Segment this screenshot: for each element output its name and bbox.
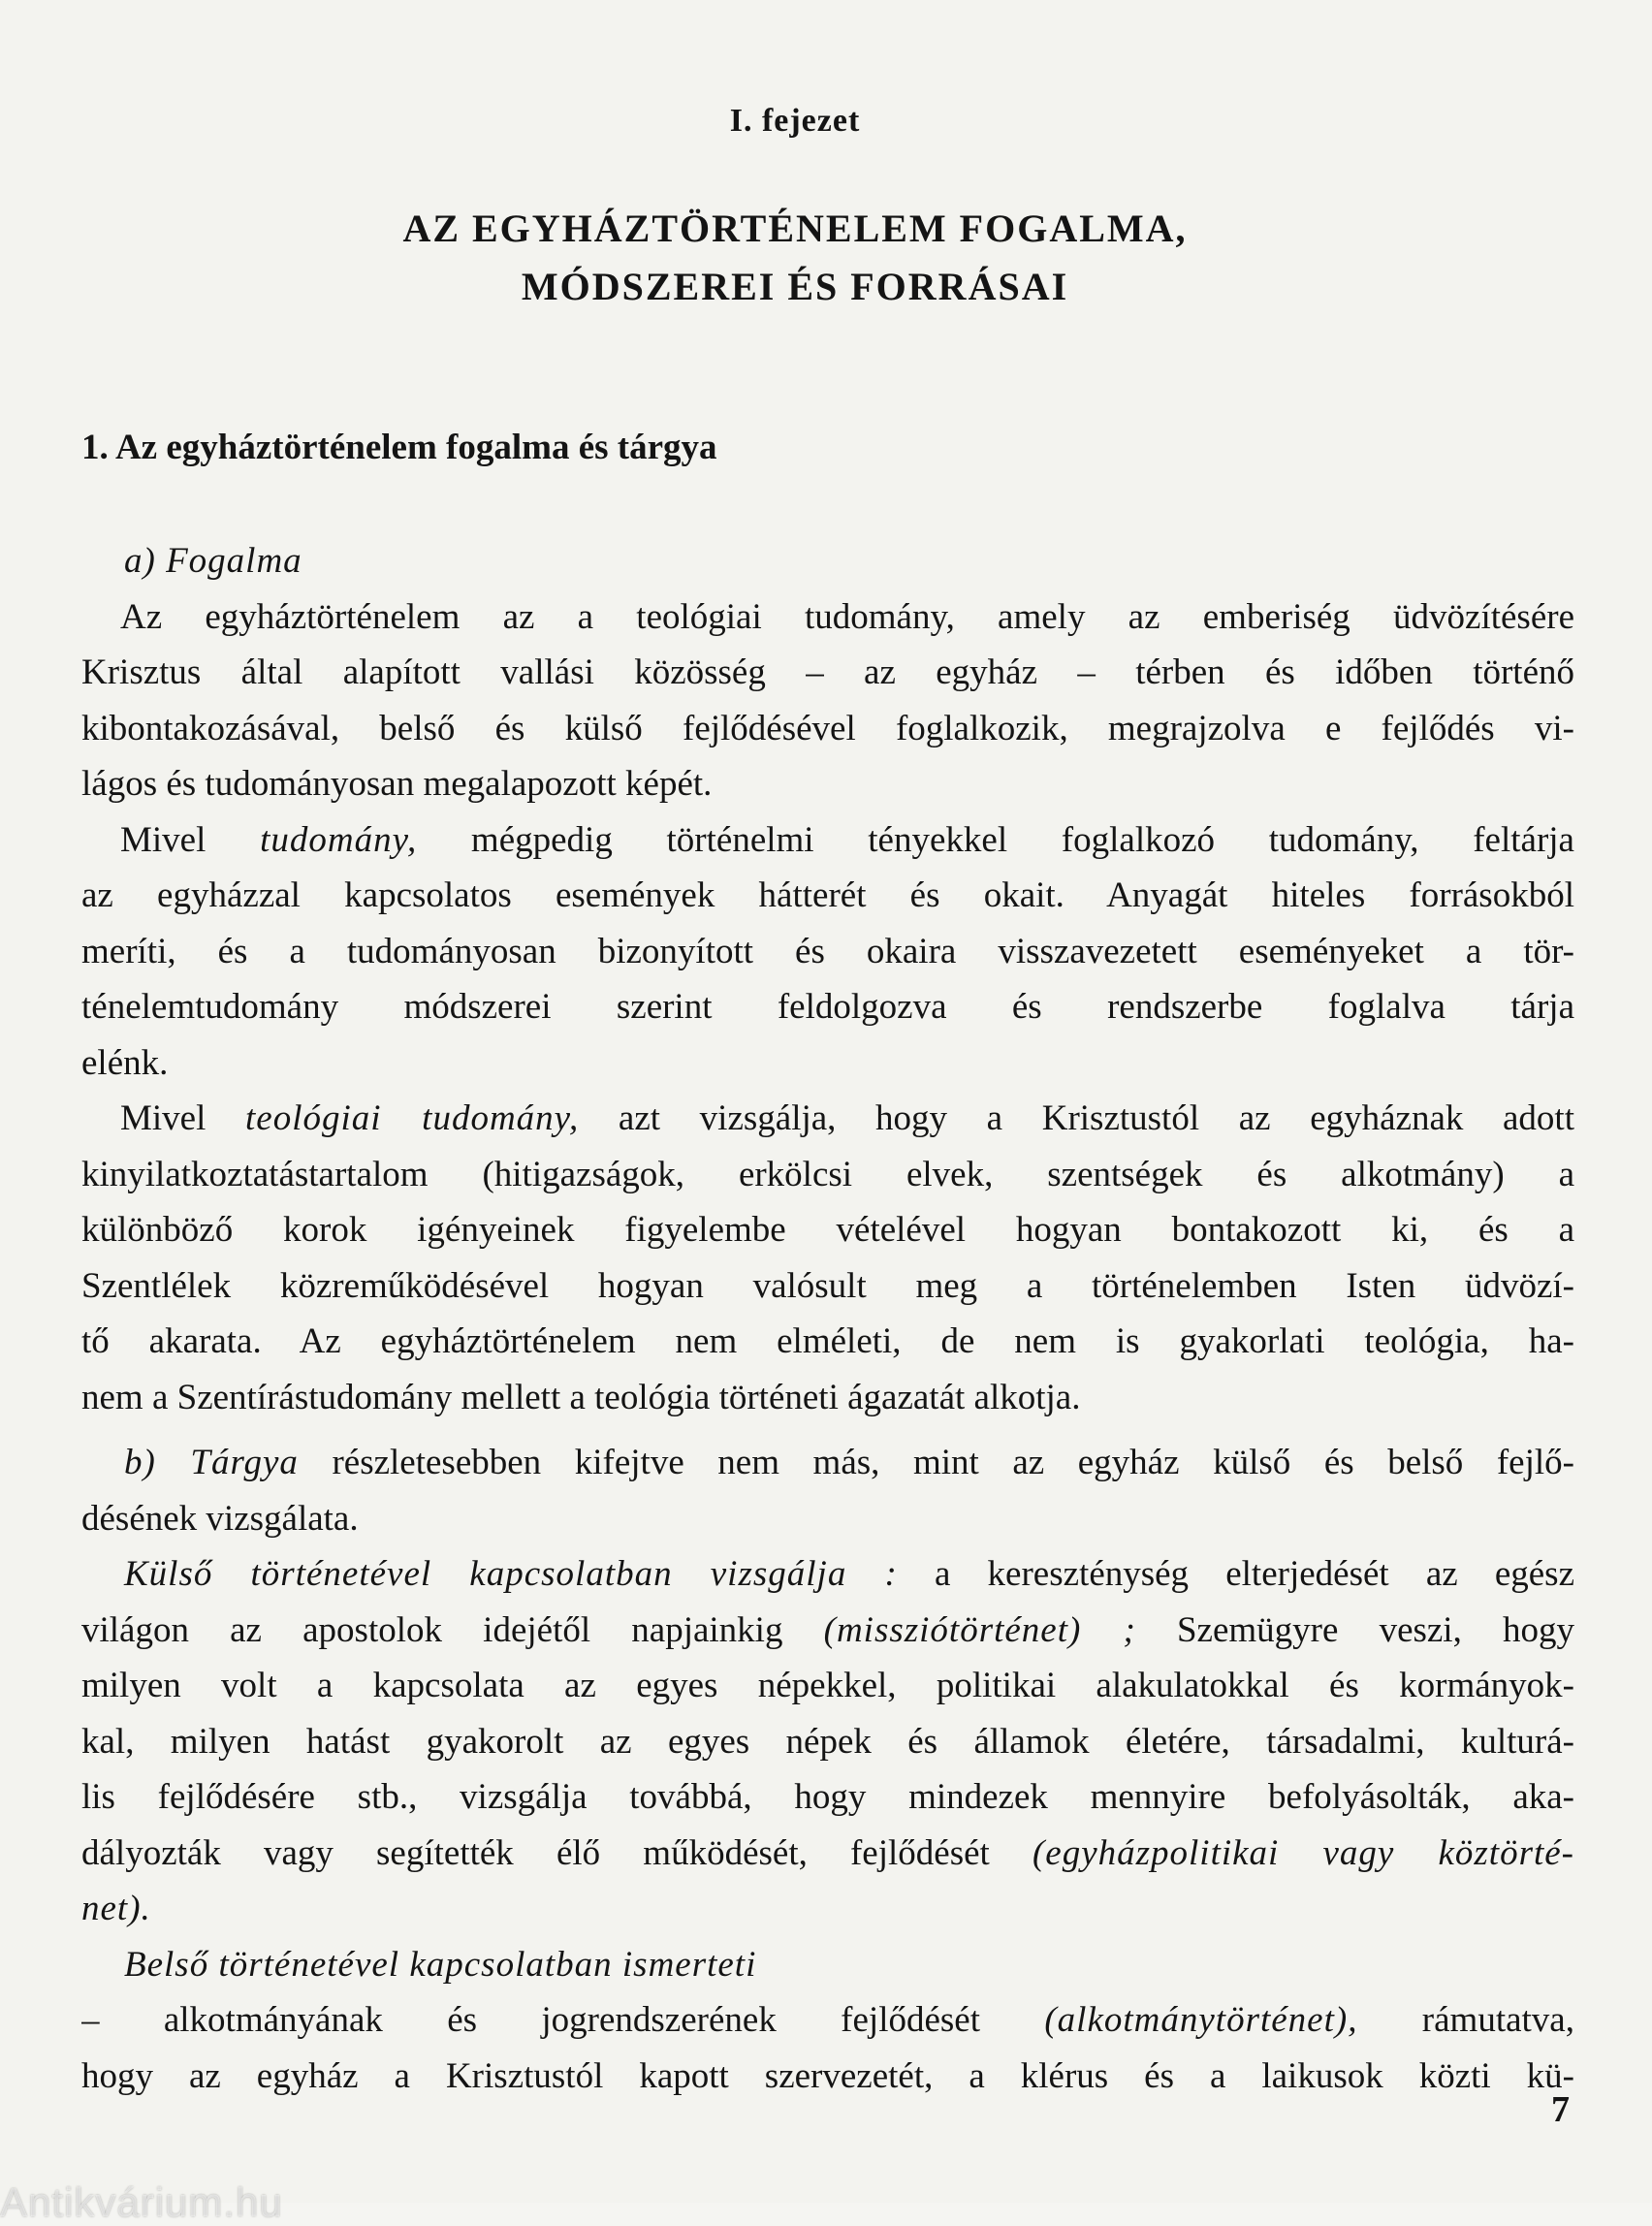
paragraph-3-line: különböző korok igényeinek figyelembe vételével hogyan bontakozott ki, és a xyxy=(81,1210,1574,1250)
chapter-title xyxy=(0,200,1590,316)
paragraph-2-line: meríti, és a tudományosan bizonyított és okaira visszavezetett eseményeket a tör- xyxy=(81,931,1574,971)
internal-history-line xyxy=(81,1992,1574,2049)
text-run: – alkotmányának és jogrendszerének fejlődését xyxy=(81,2000,1045,2040)
external-history-line xyxy=(81,1826,1574,1882)
chapter-title-line-2: MÓDSZEREI ÉS FORRÁSAI xyxy=(521,265,1069,308)
internal-history-heading: Belső történetével kapcsolatban ismerteti xyxy=(124,1944,757,1985)
paragraph-1-line: Az egyháztörténelem az a teológiai tudomány, amely az emberiség üdvözítésére xyxy=(120,596,1574,637)
italic-term: (egyházpolitikai vagy köztörté- xyxy=(1032,1832,1574,1873)
paragraph-1-line: lágos és tudományosan megalapozott képét. xyxy=(81,764,713,804)
paragraph-1-line: kibontakozásával, belső és külső fejlődésével foglalkozik, megrajzolva e fejlődés vi- xyxy=(81,708,1574,748)
text-run: Mivel xyxy=(120,819,261,860)
paragraph-2-line xyxy=(81,812,1574,869)
external-history-line: kal, milyen hatást gyakorolt az egyes népek és államok életére, társadalmi, kulturá- xyxy=(81,1721,1574,1762)
paragraph-2-line: ténelemtudomány módszerei szerint feldolgozva és rendszerbe foglalva tárja xyxy=(81,987,1574,1027)
subsection-a-label: a) Fogalma xyxy=(124,541,302,581)
paragraph-1-line: Krisztus által alapított vallási közösség – az egyház – térben és időben történő xyxy=(81,652,1574,692)
page-number: 7 xyxy=(1551,2089,1570,2130)
subsection-b-label: b) Tárgya xyxy=(124,1443,299,1482)
paragraph-3-line: Szentlélek közreműködésével hogyan valósult meg a történelemben Isten üdvözí- xyxy=(81,1265,1574,1306)
paragraph-2-line: az egyházzal kapcsolatos események hátterét és okait. Anyagát hiteles forrásokból xyxy=(81,875,1574,915)
internal-history-line: hogy az egyház a Krisztustól kapott szervezetét, a klérus és a laikusok közti kü- xyxy=(81,2055,1574,2096)
external-history-line xyxy=(81,1603,1574,1659)
text-run: Mivel xyxy=(120,1098,246,1138)
section-heading: 1. Az egyháztörténelem fogalma és tárgya xyxy=(81,428,717,467)
italic-term: teológiai tudomány, xyxy=(245,1098,580,1138)
subsection-b-line xyxy=(81,1435,1574,1491)
italic-term: Külső történetével kapcsolatban vizsgálja : xyxy=(124,1554,898,1594)
text-run: rámutatva, xyxy=(1357,2000,1574,2040)
body-text xyxy=(81,533,1574,2104)
external-history-line: net). xyxy=(81,1889,151,1928)
watermark: Antikvárium.hu xyxy=(0,2179,283,2225)
chapter-label: I. fejezet xyxy=(729,103,861,139)
paragraph-2-line: elénk. xyxy=(81,1042,169,1083)
paragraph-3-line: kinyilatkoztatástartalom (hitigazságok, erkölcsi elvek, szentségek és alkotmány) a xyxy=(81,1154,1574,1194)
subsection-b-line: désének vizsgálata. xyxy=(81,1498,359,1539)
text-run: a kereszténység elterjedését az egész xyxy=(897,1554,1574,1594)
external-history-line xyxy=(81,1546,1574,1603)
text-run: mégpedig történelmi tényekkel foglalkozó tudomány, feltárja xyxy=(417,819,1574,860)
external-history-line: milyen volt a kapcsolata az egyes népekkel, politikai alakulatokkal és kormányok- xyxy=(81,1666,1574,1705)
text-run: részletesebben kifejtve nem más, mint az egyház külső és belső fejlő- xyxy=(298,1443,1574,1482)
text-run: dályozták vagy segítették élő működését, fejlődését xyxy=(81,1832,1032,1873)
paragraph-3-line: tő akarata. Az egyháztörténelem nem elméleti, de nem is gyakorlati teológia, ha- xyxy=(81,1321,1574,1361)
paragraph-3-line: nem a Szentírástudomány mellett a teológia történeti ágazatát alkotja. xyxy=(81,1377,1081,1417)
paragraph-3-line xyxy=(81,1091,1574,1147)
text-run: azt vizsgálja, hogy a Krisztustól az egyháznak adott xyxy=(579,1098,1574,1138)
italic-term: (alkotmánytörténet), xyxy=(1044,2000,1358,2040)
text-run: Szemügyre veszi, hogy xyxy=(1135,1609,1574,1650)
external-history-line: lis fejlődésére stb., vizsgálja továbbá, hogy mindezek mennyire befolyásolták, aka- xyxy=(81,1777,1574,1817)
italic-term: tudomány, xyxy=(260,819,418,860)
chapter-title-line-1: AZ EGYHÁZTÖRTÉNELEM FOGALMA, xyxy=(402,207,1188,250)
italic-term: (missziótörténet) ; xyxy=(823,1609,1136,1650)
text-run: világon az apostolok idejétől napjainkig xyxy=(81,1609,824,1650)
